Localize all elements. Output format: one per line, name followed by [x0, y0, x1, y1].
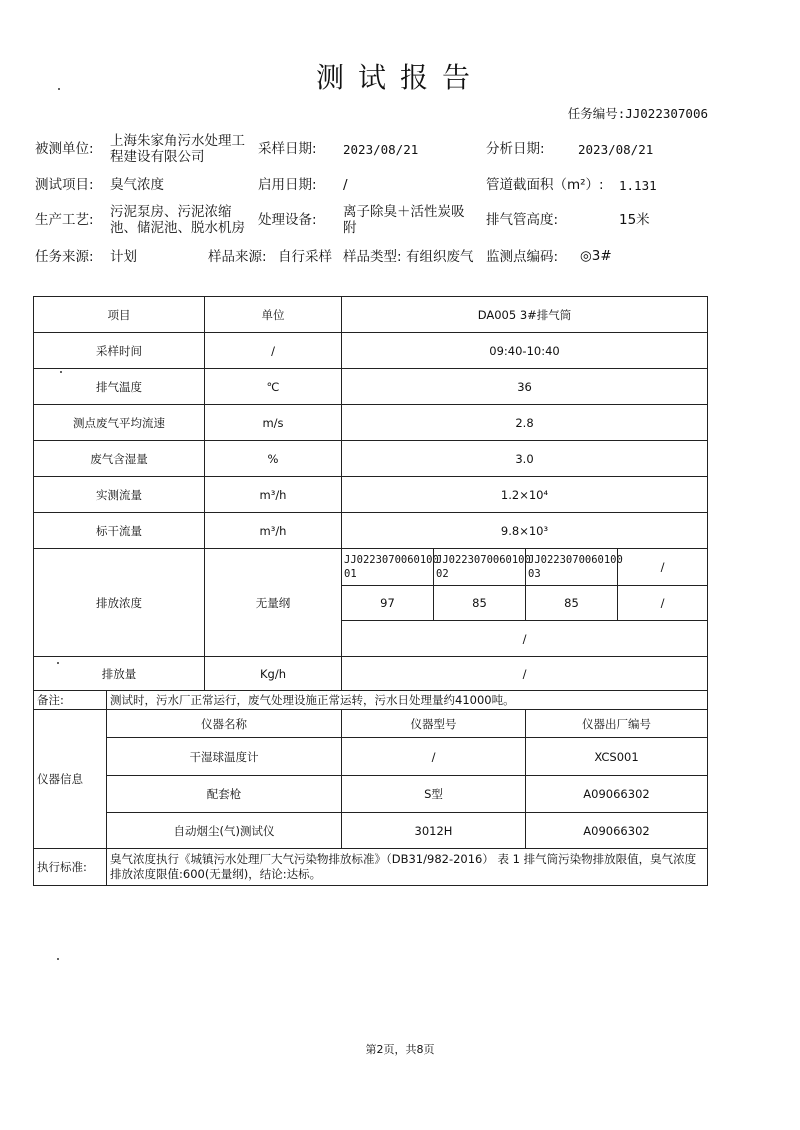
emission-conc-ids-row [34, 549, 708, 586]
row-value: 09:40-10:40 [342, 333, 708, 369]
standard-text [107, 849, 708, 886]
instrument-header-row [34, 710, 708, 738]
task-number: 任务编号:JJ022307006 [567, 106, 708, 121]
remark-label: 备注: [34, 691, 107, 710]
process-value-line1: 污泥泵房、污泥浓缩 [110, 204, 232, 220]
row-item: 实测流量 [34, 477, 205, 513]
start-date-value: / [343, 177, 348, 193]
point-code-label: 监测点编码: [486, 249, 559, 265]
point-code-value: ◎3# [580, 248, 612, 264]
tested-unit-label: 被测单位: [35, 141, 94, 157]
sampling-date-label: 采样日期: [258, 141, 317, 157]
table-row [34, 738, 708, 776]
emission-conc-label: 排放浓度 [34, 549, 205, 657]
instrument-model: / [342, 738, 526, 776]
pipe-area-label: 管道截面积（m²）: [486, 177, 604, 193]
row-value: 2.8 [342, 405, 708, 441]
instrument-model: S型 [342, 776, 526, 813]
test-item-label: 测试项目: [35, 177, 94, 193]
instrument-name: 配套枪 [107, 776, 342, 813]
row-value: 1.2×10⁴ [342, 477, 708, 513]
col-point-header: DA005 3#排气筒 [342, 297, 708, 333]
sample-type-value: 有组织废气 [406, 249, 474, 265]
stack-height-value: 15米 [619, 212, 650, 228]
conc-value-2: 85 [434, 586, 526, 621]
scan-speck [58, 88, 60, 90]
conc-value-3: 85 [526, 586, 618, 621]
process-label: 生产工艺: [35, 212, 94, 228]
scan-speck [57, 958, 59, 960]
table-row [34, 441, 708, 477]
conc-summary: / [342, 621, 708, 657]
row-unit: ℃ [205, 369, 342, 405]
row-unit: m³/h [205, 513, 342, 549]
stack-height-label: 排气管高度: [486, 212, 559, 228]
standard-line2: 排放浓度限值:600(无量纲)，结论:达标。 [110, 867, 322, 881]
treatment-value-line2: 附 [343, 220, 357, 236]
pipe-area-value: 1.131 [619, 178, 657, 193]
sample-type-label: 样品类型: [343, 249, 402, 265]
scan-speck [60, 371, 62, 373]
table-row [34, 776, 708, 813]
remark-value: 测试时，污水厂正常运行，废气处理设施正常运转，污水日处理量约41000吨。 [107, 691, 708, 710]
treatment-value-line1: 离子除臭＋活性炭吸 [343, 204, 465, 220]
standard-label: 执行标准: [34, 849, 107, 886]
emission-conc-unit: 无量纲 [205, 549, 342, 657]
scan-speck [57, 662, 59, 664]
analysis-date-value: 2023/08/21 [578, 142, 654, 157]
results-table [33, 296, 708, 886]
table-row [34, 369, 708, 405]
process-value-line2: 池、储泥池、脱水机房 [110, 220, 245, 236]
row-unit: m/s [205, 405, 342, 441]
sample-id-2: JJ0223070060100 02 [434, 549, 526, 586]
instrument-model: 3012H [342, 813, 526, 849]
instrument-name-header: 仪器名称 [107, 710, 342, 738]
row-unit: / [205, 333, 342, 369]
emission-amount-label: 排放量 [34, 657, 205, 691]
row-unit: m³/h [205, 477, 342, 513]
standard-line1: 臭气浓度执行《城镇污水处理厂大气污染物排放标准》（DB31/982-2016） 表 1 排气筒污染物排放限值，臭气浓度 [110, 852, 697, 866]
report-title: 测试报告 [315, 61, 484, 94]
remark-row [34, 691, 708, 710]
analysis-date-label: 分析日期: [486, 141, 545, 157]
row-item: 排气温度 [34, 369, 205, 405]
sample-id-1: JJ0223070060100 01 [342, 549, 434, 586]
tested-unit-value-line1: 上海朱家角污水处理工 [110, 133, 245, 149]
emission-amount-value: / [342, 657, 708, 691]
table-row [34, 513, 708, 549]
table-row [34, 405, 708, 441]
start-date-label: 启用日期: [258, 177, 317, 193]
row-item: 废气含湿量 [34, 441, 205, 477]
treatment-label: 处理设备: [258, 212, 317, 228]
row-item: 采样时间 [34, 333, 205, 369]
sample-source-value: 自行采样 [278, 249, 332, 265]
instrument-name: 自动烟尘(气)测试仪 [107, 813, 342, 849]
task-source-value: 计划 [110, 249, 137, 265]
row-unit: % [205, 441, 342, 477]
emission-amount-unit: Kg/h [205, 657, 342, 691]
sampling-date-value: 2023/08/21 [343, 142, 419, 157]
standard-row [34, 849, 708, 886]
row-item: 测点废气平均流速 [34, 405, 205, 441]
conc-value-1: 97 [342, 586, 434, 621]
table-row [34, 813, 708, 849]
sample-source-label: 样品来源: [208, 249, 267, 265]
task-source-label: 任务来源: [35, 249, 94, 265]
sample-id-blank: / [618, 549, 708, 586]
table-row [34, 333, 708, 369]
row-value: 36 [342, 369, 708, 405]
instrument-serial-header: 仪器出厂编号 [526, 710, 708, 738]
row-value: 3.0 [342, 441, 708, 477]
sample-id-3: JJ0223070060100 03 [526, 549, 618, 586]
instrument-label: 仪器信息 [34, 710, 107, 849]
col-item-header: 项目 [34, 297, 205, 333]
instrument-serial: XCS001 [526, 738, 708, 776]
table-header-row [34, 297, 708, 333]
tested-unit-value-line2: 程建设有限公司 [110, 149, 205, 165]
emission-amount-row [34, 657, 708, 691]
table-row [34, 477, 708, 513]
instrument-model-header: 仪器型号 [342, 710, 526, 738]
instrument-name: 干湿球温度计 [107, 738, 342, 776]
instrument-serial: A09066302 [526, 776, 708, 813]
test-item-value: 臭气浓度 [110, 177, 164, 193]
col-unit-header: 单位 [205, 297, 342, 333]
conc-value-blank: / [618, 586, 708, 621]
instrument-serial: A09066302 [526, 813, 708, 849]
row-item: 标干流量 [34, 513, 205, 549]
page-footer: 第2页，共8页 [365, 1043, 435, 1056]
row-value: 9.8×10³ [342, 513, 708, 549]
